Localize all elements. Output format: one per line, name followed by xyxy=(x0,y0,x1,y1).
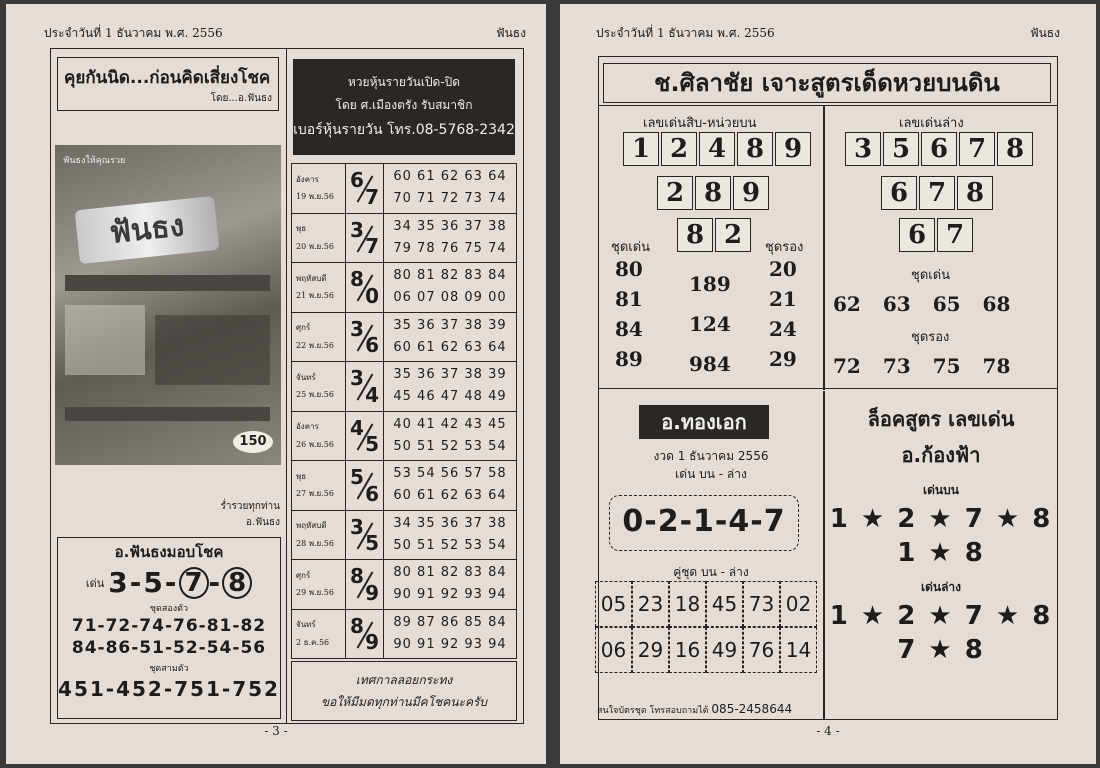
number-row: 60 61 62 63 64 xyxy=(393,488,507,504)
history-numbers xyxy=(384,609,517,659)
history-row xyxy=(292,362,517,412)
number: 29 xyxy=(769,347,797,371)
page-title: ช.ศิลาชัย เจาะสูตรเด็ดหวยบนดิน xyxy=(603,63,1051,103)
title-author: โดย...อ.ฟันธง xyxy=(210,93,272,104)
history-digits xyxy=(346,411,384,461)
greeting-line: ร่ำรวยทุกท่าน xyxy=(220,501,280,512)
day-date: 22 พ.ย.56 xyxy=(296,340,334,350)
three-digit-label: ชุดสามตัว xyxy=(149,664,189,675)
number-row: 80 81 82 83 84 xyxy=(393,268,507,284)
three-digit-numbers: 451-452-751-752 xyxy=(58,677,280,702)
number-row: 40 41 42 43 45 xyxy=(393,416,507,432)
number: 81 xyxy=(615,287,643,311)
digit-box: 7 xyxy=(959,132,995,166)
number: 72 xyxy=(833,354,861,378)
left-frame xyxy=(50,48,524,724)
digit-box: 2 xyxy=(715,218,751,252)
pair-cell: 49 xyxy=(706,627,743,673)
history-digits xyxy=(346,164,384,214)
right-column xyxy=(287,49,523,723)
cover-logo: ฟันธง xyxy=(75,196,220,264)
day-date: 27 พ.ย.56 xyxy=(296,489,334,499)
history-day xyxy=(292,560,346,610)
two-digit-label: ชุดสองตัว xyxy=(149,604,189,614)
pair-cell: 73 xyxy=(743,581,780,627)
top-sub-list xyxy=(769,254,797,374)
number-row: 89 87 86 85 84 xyxy=(393,614,507,630)
lock-title: ล็อคสูตร เลขเด่น xyxy=(867,407,1015,431)
number-sequence: 0-2-1-4-7 xyxy=(609,495,799,551)
history-day xyxy=(292,411,346,461)
day-name: พุธ xyxy=(296,471,307,481)
digit-bottom: 5 xyxy=(365,432,379,456)
lucky-title: อ.ฟันธงมอบโชค xyxy=(114,543,224,561)
digit-box: 8 xyxy=(737,132,773,166)
greeting xyxy=(220,499,280,531)
cover-title: ฟันธงให้คุณรวย xyxy=(63,156,126,166)
bottom-digit-row xyxy=(845,132,1035,166)
pair-cell: 16 xyxy=(669,627,706,673)
festival-note xyxy=(291,661,517,721)
lock-author: อ.ก้องฟ้า xyxy=(901,443,981,467)
history-day xyxy=(292,609,346,659)
digit-bottom: 9 xyxy=(365,630,379,654)
number: 75 xyxy=(932,354,961,378)
digit-top: 4 xyxy=(350,415,364,440)
history-day xyxy=(292,312,346,362)
digit-box: 9 xyxy=(733,176,769,210)
history-numbers xyxy=(384,411,517,461)
history-digits xyxy=(346,362,384,412)
history-row xyxy=(292,263,517,313)
digit-top: 5 xyxy=(350,465,364,489)
draw-sub: เด่น บน - ล่าง xyxy=(675,467,747,481)
digit-top: 8 xyxy=(350,564,364,588)
digit-box: 8 xyxy=(957,176,993,210)
bottom-digit-row xyxy=(899,218,975,252)
pairs-grid xyxy=(595,581,817,673)
number-row: 60 61 62 63 64 xyxy=(393,169,507,185)
note-line: เทศกาลลอยกระทง xyxy=(355,673,453,687)
draw-date: งวด 1 ธันวาคม 2556 xyxy=(653,449,769,463)
bottom-sub-label: ชุดรอง xyxy=(911,330,950,345)
lock-bottom-line: 1 ★ 2 ★ 7 ★ 8 xyxy=(829,601,1053,631)
number-row: 45 46 47 48 49 xyxy=(393,389,507,405)
title-box xyxy=(57,57,279,111)
history-numbers xyxy=(384,461,517,511)
number-row: 90 91 92 93 94 xyxy=(393,587,507,603)
digit-box: 6 xyxy=(899,218,935,252)
digit-top: 8 xyxy=(350,613,364,638)
pair-cell: 02 xyxy=(780,581,817,627)
digit-top: 3 xyxy=(350,514,364,539)
history-row xyxy=(292,510,517,560)
number: 78 xyxy=(982,354,1011,378)
lock-top-label: เด่นบน xyxy=(923,483,959,497)
number: 984 xyxy=(689,352,731,376)
left-column xyxy=(51,49,287,723)
digit-box: 6 xyxy=(881,176,917,210)
formula-section xyxy=(599,105,1057,389)
pair-cell: 18 xyxy=(669,581,706,627)
history-row xyxy=(292,164,517,214)
history-digits xyxy=(346,312,384,362)
page-number: - 3 - xyxy=(264,724,288,738)
digit-box: 1 xyxy=(623,132,659,166)
history-numbers xyxy=(384,560,517,610)
digit-bottom: 9 xyxy=(365,580,379,605)
history-row xyxy=(292,411,517,461)
pairs-label: คู่ชุด บน - ล่าง xyxy=(673,565,749,579)
number: 63 xyxy=(882,292,911,316)
history-digits xyxy=(346,560,384,610)
digit-box: 2 xyxy=(661,132,697,166)
lucky-digit: 3 xyxy=(108,566,130,599)
history-day xyxy=(292,461,346,511)
history-numbers xyxy=(384,510,517,560)
number: 73 xyxy=(882,354,911,378)
lock-formula xyxy=(825,403,1057,665)
day-date: 29 พ.ย.56 xyxy=(296,588,334,598)
history-numbers xyxy=(384,312,517,362)
banner-phone: เบอร์หุ้นรายวัน โทร.08-5768-2342 xyxy=(293,121,515,138)
number-row: 06 07 08 09 00 xyxy=(393,290,507,306)
digit-bottom: 6 xyxy=(365,481,379,506)
digit-top: 6 xyxy=(350,168,364,192)
lucky-digit-circled: 8 xyxy=(222,567,252,599)
number-row: 79 78 76 75 74 xyxy=(393,240,507,256)
history-digits xyxy=(346,609,384,659)
day-name: จันทร์ xyxy=(296,620,316,630)
day-date: 20 พ.ย.56 xyxy=(296,241,334,251)
banner-line: โดย ศ.เมืองตรัง รับสมาชิก xyxy=(335,97,473,112)
history-digits xyxy=(346,461,384,511)
pair-cell: 06 xyxy=(595,627,632,673)
history-day xyxy=(292,362,346,412)
price-badge: 150 xyxy=(233,431,273,453)
day-name: ศุกร์ xyxy=(296,570,311,580)
digit-bottom: 7 xyxy=(365,184,379,209)
greeting-author: อ.ฟันธง xyxy=(245,517,280,528)
lock-top-line: 1 ★ 2 ★ 7 ★ 8 xyxy=(829,504,1053,534)
contact xyxy=(597,702,823,717)
right-frame xyxy=(598,56,1058,720)
bottom-sub-list xyxy=(833,354,1010,378)
digit-box: 9 xyxy=(775,132,811,166)
digit-box: 8 xyxy=(677,218,713,252)
history-digits xyxy=(346,263,384,313)
number: 89 xyxy=(615,347,643,371)
number-row: 50 51 52 53 54 xyxy=(393,438,507,454)
day-date: 26 พ.ย.56 xyxy=(296,439,334,449)
pair-cell: 05 xyxy=(595,581,632,627)
history-row xyxy=(292,609,517,659)
history-row xyxy=(292,560,517,610)
history-day xyxy=(292,164,346,214)
bottom-main-label: ชุดเด่น xyxy=(911,268,951,283)
day-name: พุธ xyxy=(296,224,307,234)
number-row: 50 51 52 53 54 xyxy=(393,537,507,553)
lucky-digit: 5 xyxy=(143,566,165,599)
pair-cell: 45 xyxy=(706,581,743,627)
magazine-cover-image xyxy=(55,145,281,465)
digit-box: 7 xyxy=(919,176,955,210)
history-day xyxy=(292,510,346,560)
digit-box: 8 xyxy=(997,132,1033,166)
lucky-box xyxy=(57,537,281,719)
contact-phone: 085-2458644 xyxy=(711,702,793,716)
number-row: 34 35 36 37 38 xyxy=(393,218,507,234)
history-numbers xyxy=(384,213,517,263)
history-numbers xyxy=(384,263,517,313)
history-table xyxy=(291,163,517,659)
bottom-label: เลขเด่นล่าง xyxy=(899,116,964,131)
digit-box: 3 xyxy=(845,132,881,166)
number: 21 xyxy=(769,287,797,311)
digit-bottom: 4 xyxy=(365,382,379,407)
history-row xyxy=(292,213,517,263)
day-date: 19 พ.ย.56 xyxy=(296,192,334,202)
header-brand: ฟันธง xyxy=(496,26,526,40)
digit-bottom: 6 xyxy=(365,333,379,357)
banner-line: หวยหุ้นรายวันเปิด-ปิด xyxy=(347,75,461,89)
top-sub-label: ชุดรอง xyxy=(765,240,804,255)
history-day xyxy=(292,263,346,313)
number: 68 xyxy=(982,292,1011,316)
number: 24 xyxy=(769,317,797,341)
pair-cell: 23 xyxy=(632,581,669,627)
top-digit-row xyxy=(677,218,753,252)
two-digit-row: 84-86-51-52-54-56 xyxy=(71,638,267,659)
pair-cell: 76 xyxy=(743,627,780,673)
number-row: 80 81 82 83 84 xyxy=(393,565,507,581)
top-digit-row xyxy=(657,176,771,210)
bottom-digit-row xyxy=(881,176,995,210)
digit-top: 3 xyxy=(350,366,364,390)
top-main-label: ชุดเด่น xyxy=(611,240,651,255)
top-mid-list xyxy=(689,264,731,384)
teacher-name: อ.ทองเอก xyxy=(639,405,769,439)
top-main-list xyxy=(615,254,643,374)
number-row: 60 61 62 63 64 xyxy=(393,339,507,355)
day-date: 2 ธ.ค.56 xyxy=(296,637,330,647)
number: 124 xyxy=(689,312,731,336)
digit-box: 6 xyxy=(921,132,957,166)
history-day xyxy=(292,213,346,263)
note-line: ขอให้มีมดทุกท่านมีคโชคนะครับ xyxy=(320,694,488,709)
number-row: 34 35 36 37 38 xyxy=(393,515,507,531)
day-name: ศุกร์ xyxy=(296,323,311,333)
day-name: จันทร์ xyxy=(296,372,316,382)
digit-top: 3 xyxy=(350,316,364,341)
history-numbers xyxy=(384,164,517,214)
digit-box: 5 xyxy=(883,132,919,166)
header-date: ประจำวันที่ 1 ธันวาคม พ.ศ. 2556 xyxy=(44,26,223,40)
digit-bottom: 0 xyxy=(365,283,379,308)
day-name: อังคาร xyxy=(296,174,319,184)
pair-cell: 29 xyxy=(632,627,669,673)
page-number: - 4 - xyxy=(816,724,840,738)
day-date: 25 พ.ย.56 xyxy=(296,390,334,400)
history-digits xyxy=(346,213,384,263)
number: 80 xyxy=(615,257,643,281)
digit-bottom: 7 xyxy=(365,234,379,258)
day-date: 21 พ.ย.56 xyxy=(296,291,334,301)
header-date: ประจำวันที่ 1 ธันวาคม พ.ศ. 2556 xyxy=(596,26,775,40)
page-title: คุยกันนิด...ก่อนคิดเสี่ยงโชค xyxy=(64,68,271,88)
number-row: 53 54 56 57 58 xyxy=(393,466,507,482)
number: 62 xyxy=(833,292,861,316)
digit-top: 3 xyxy=(350,217,364,242)
header-brand: ฟันธง xyxy=(1030,26,1060,40)
lucky-digits: เด่น 3 - 5 - 7 - 8 xyxy=(58,566,280,599)
day-name: พฤหัสบดี xyxy=(296,273,327,283)
history-digits xyxy=(346,510,384,560)
left-page xyxy=(6,4,546,764)
digit-box: 4 xyxy=(699,132,735,166)
bottom-section xyxy=(599,391,1057,719)
digit-box: 8 xyxy=(695,176,731,210)
two-digit-row: 71-72-74-76-81-82 xyxy=(71,616,267,636)
day-date: 28 พ.ย.56 xyxy=(296,538,334,548)
lucky-label: เด่น xyxy=(85,576,105,590)
number-row: 90 91 92 93 94 xyxy=(393,636,507,652)
top-label: เลขเด่นสิบ-หน่วยบน xyxy=(643,116,757,131)
digit-box: 2 xyxy=(657,176,693,210)
history-row xyxy=(292,312,517,362)
digit-bottom: 5 xyxy=(365,531,379,555)
lock-top-line: 1 ★ 8 xyxy=(897,538,985,568)
number-row: 35 36 37 38 39 xyxy=(393,367,507,383)
top-digit-row xyxy=(623,132,813,166)
number: 65 xyxy=(932,292,961,316)
right-page xyxy=(560,4,1096,764)
number: 189 xyxy=(689,272,731,296)
bottom-main-list xyxy=(833,292,1010,316)
lock-bottom-line: 7 ★ 8 xyxy=(897,635,985,665)
pair-cell: 14 xyxy=(780,627,817,673)
history-numbers xyxy=(384,362,517,412)
day-name: อังคาร xyxy=(296,422,319,432)
stock-lottery-banner xyxy=(293,59,515,155)
number: 84 xyxy=(615,317,643,341)
number: 20 xyxy=(769,257,797,281)
contact-text: สนใจบัตรชุด โทรสอบถามได้ xyxy=(597,706,709,716)
digit-top: 8 xyxy=(350,267,364,291)
digit-box: 7 xyxy=(937,218,973,252)
history-row xyxy=(292,461,517,511)
number-row: 70 71 72 73 74 xyxy=(393,191,507,207)
lucky-digit-circled: 7 xyxy=(179,567,209,599)
number-row: 35 36 37 38 39 xyxy=(393,317,507,333)
lock-bottom-label: เด่นล่าง xyxy=(920,580,962,594)
day-name: พฤหัสบดี xyxy=(296,521,327,531)
